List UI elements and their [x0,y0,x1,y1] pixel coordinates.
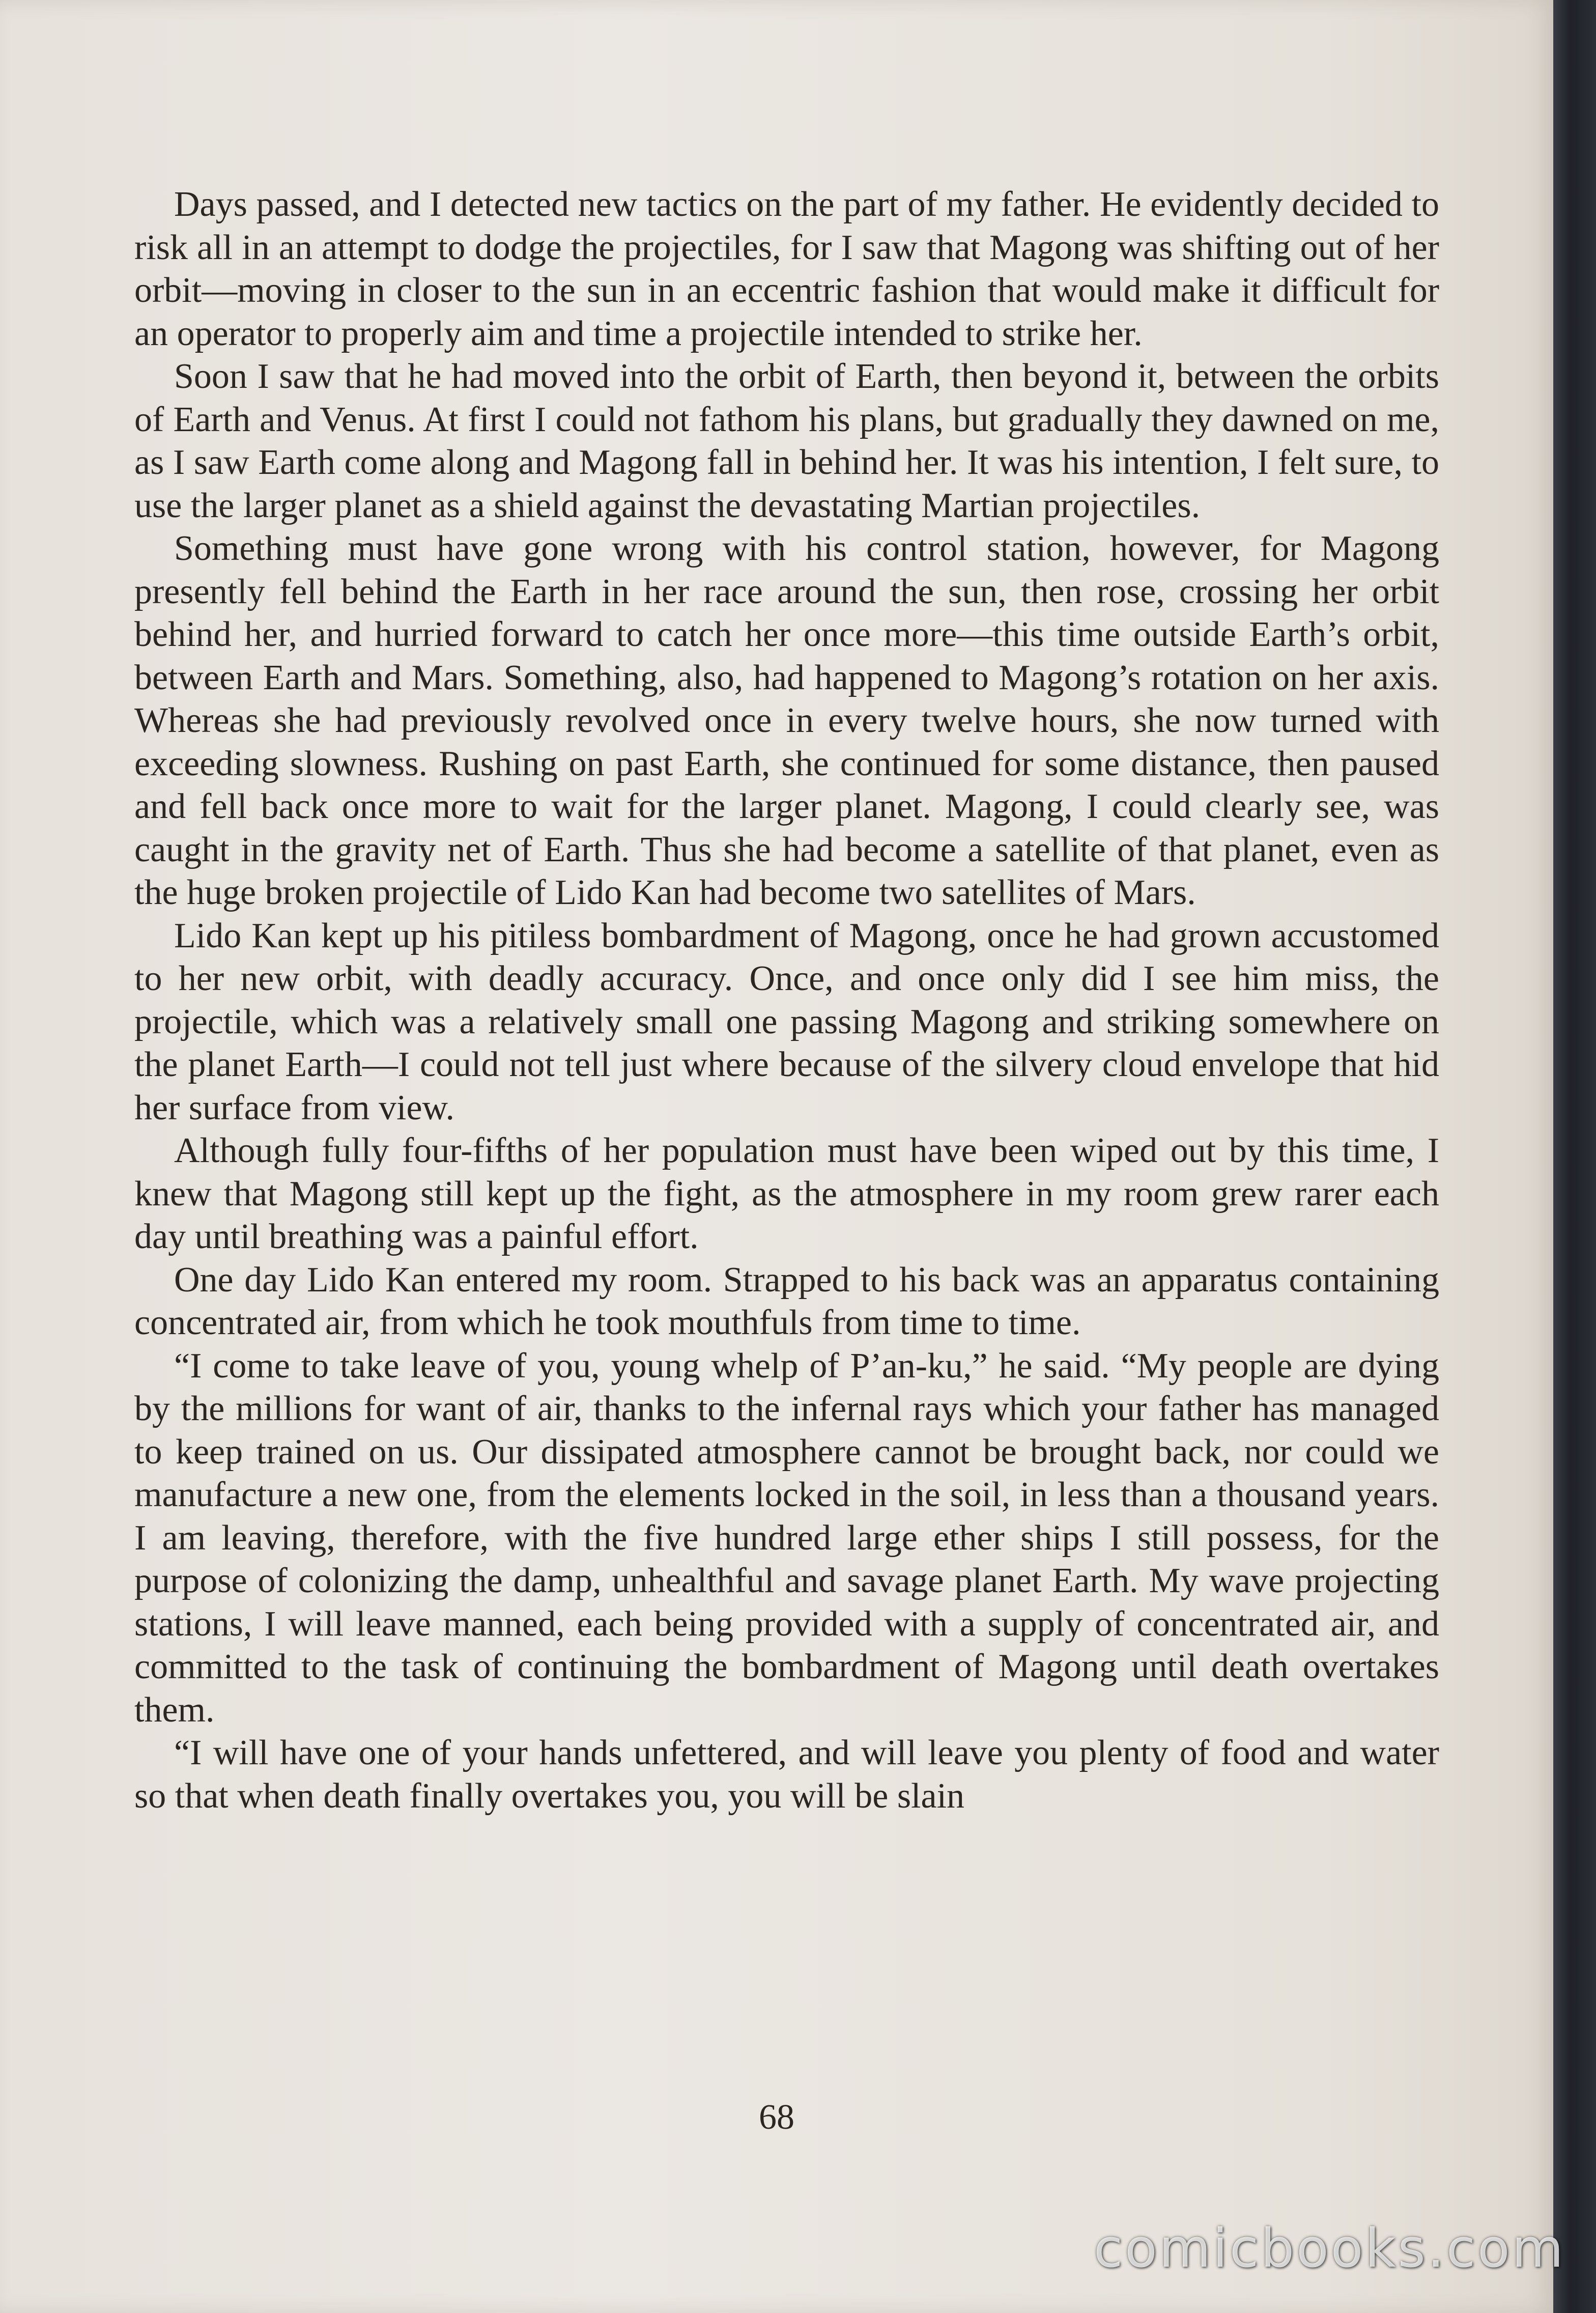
paragraph: “I will have one of your hands unfettered, and will leave you plenty of food and water so that when death finally overtakes you, you will be slain [134,1733,1439,1816]
paragraph: “I come to take leave of you, young whelp of P’an-ku,” he said. “My people are dying by the millions for want of air, thanks to the infernal rays which your father has managed to keep trained on us. Our dissipated atmosphere cannot be brought back, nor could we manufacture a new one, from the elements locked in the soil, in less than a thousand years. I am leaving, therefore, with the five hundred large ether ships I still possess, for the purpose of colonizing the damp, unhealthful and savage planet Earth. My wave projecting stations, I will leave manned, each being provided with a supply of concentrated air, and committed to the task of continuing the bombardment of Magong until death overtakes them. [134,1346,1439,1730]
book-spine [1553,0,1596,2313]
watermark: comicbooks.com [1093,2217,1565,2279]
paragraph: Lido Kan kept up his pitiless bombardment of Magong, once he had grown accustomed to her new orbit, with deadly accuracy. Once, and once only did I see him miss, the projectile, which was a relatively small one passing Magong and striking somewhere on the planet Earth—I could not tell just where because of the silvery cloud envelope that hid her surface from view. [134,916,1439,1127]
paragraph: Soon I saw that he had moved into the orbit of Earth, then beyond it, between the orbits of Earth and Venus. At first I could not fathom his plans, but gradually they dawned on me, as I saw Earth come along and Magong fall in behind her. It was his intention, I felt sure, to use the larger planet as a shield against the devastating Martian projectiles. [134,357,1439,525]
paragraph: One day Lido Kan entered my room. Strapped to his back was an apparatus containing concentrated air, from which he took mouthfuls from time to time. [134,1260,1439,1342]
body-text [134,183,1439,1818]
page-number: 68 [759,2098,794,2137]
paragraph: Although fully four-fifths of her population must have been wiped out by this time, I knew that Magong still kept up the fight, as the atmosphere in my room grew rarer each day until breathing was a painful effort. [134,1131,1439,1256]
paragraph: Something must have gone wrong with his control station, however, for Magong presently fell behind the Earth in her race around the sun, then rose, crossing her orbit behind her, and hurried forward to catch her once more—this time outside Earth’s orbit, between Earth and Mars. Something, also, had happened to Magong’s rotation on her axis. Whereas she had previously revolved once in every twelve hours, she now turned with exceeding slowness. Rushing on past Earth, she continued for some distance, then paused and fell back once more to wait for the larger planet. Magong, I could clearly see, was caught in the gravity net of Earth. Thus she had become a satellite of that planet, even as the huge broken projectile of Lido Kan had become two satellites of Mars. [134,529,1439,912]
paragraph: Days passed, and I detected new tactics on the part of my father. He evidently decided to risk all in an attempt to dodge the projectiles, for I saw that Magong was shifting out of her orbit—moving in closer to the sun in an eccentric fashion that would make it difficult for an operator to properly aim and time a projectile intended to strike her. [134,185,1439,353]
